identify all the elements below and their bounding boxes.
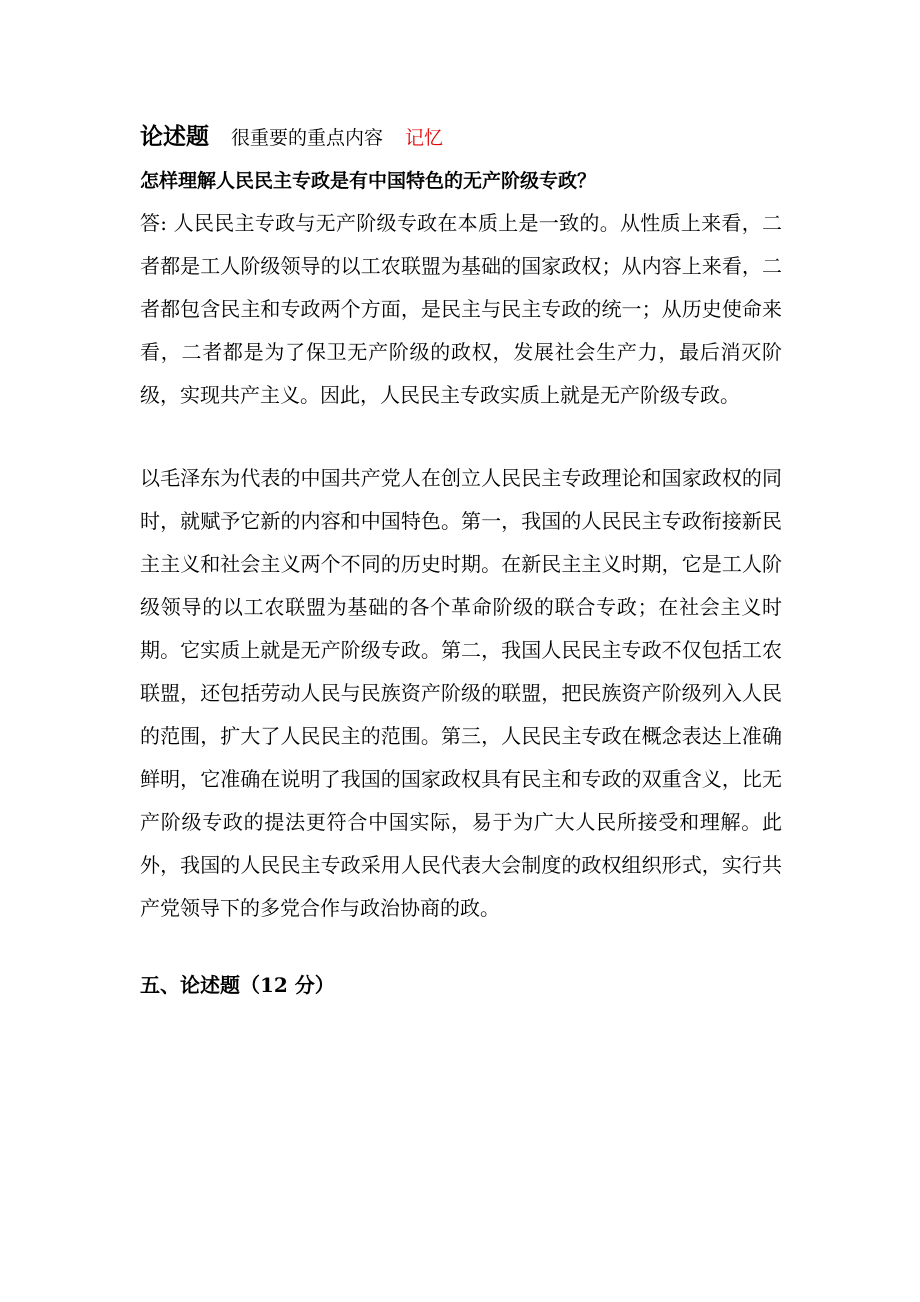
body-paragraph: 以毛泽东为代表的中国共产党人在创立人民民主专政理论和国家政权的同时，就赋予它新的内容和中国特色。第一，我国的人民民主专政衔接新民主主义和社会主义两个不同的历史时期。在新民主主义时期，它是工人阶级领导的以工农联盟为基础的各个革命阶级的联合专政；在社会主义时期。它实质上就是无产阶级专政。第二，我国人民民主专政不仅包括工农联盟，还包括劳动人民与民族资产阶级的联盟，把民族资产阶级列入人民的范围，扩大了人民民主的范围。第三，人民民主专政在概念表达上准确鲜明，它准确在说明了我国的国家政权具有民主和专政的双重含义，比无产阶级专政的提法更符合中国实际，易于为广大人民所接受和理解。此外，我国的人民民主专政采用人民代表大会制度的政权组织形式，实行共产党领导下的多党合作与政治协商的政。 (140, 466, 782, 920)
document-page (140, 118, 782, 1002)
section-heading: 五、论述题（12 分） (140, 973, 335, 997)
question-title: 怎样理解人民民主专政是有中国特色的无产阶级专政？ (140, 170, 597, 192)
heading-line (140, 118, 782, 156)
heading-accent-note: 记忆 (405, 127, 444, 149)
heading-title: 论述题 (140, 123, 209, 150)
answer-paragraph: 答: 人民民主专政与无产阶级专政在本质上是一致的。从性质上来看，二者都是工人阶级领导的以工农联盟为基础的国家政权；从内容上来看，二者都包含民主和专政两个方面，是民主与民主专政的统一；从历史使命来看，二者都是为了保卫无产阶级的政权，发展社会生产力，最后消灭阶级，实现共产主义。因此，人民民主专政实质上就是无产阶级专政。 (140, 211, 782, 407)
heading-subtitle: 很重要的重点内容 (231, 127, 384, 149)
